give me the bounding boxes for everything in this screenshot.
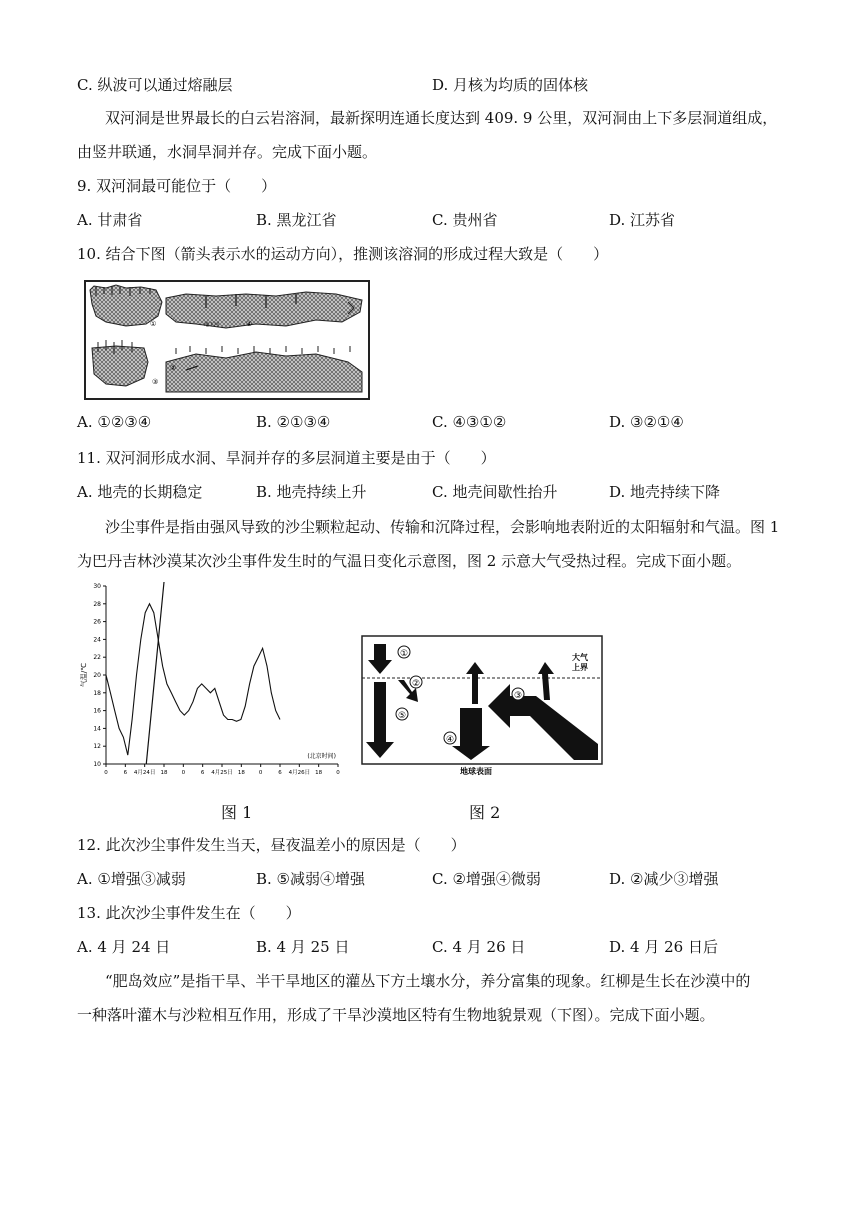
y-tick-label: 28 xyxy=(93,600,101,608)
q9-stem: 9. 双河洞最可能位于（ ） xyxy=(77,177,277,195)
y-axis-label: 气温/℃ xyxy=(80,662,88,688)
x-tick-label: 4月26日 xyxy=(288,770,311,776)
x-tick-label: 18 xyxy=(315,770,323,776)
caption-fig2: 图 2 xyxy=(469,803,501,822)
cave-label-underground-river: 地下河 xyxy=(204,322,220,328)
x-tick-label: 4月25日 xyxy=(211,770,233,776)
x-tick-label: 0 xyxy=(336,770,340,776)
x-tick-label: 18 xyxy=(237,770,245,776)
x-tick-label: 6 xyxy=(200,770,205,776)
q13-option-a: A. 4 月 24 日 xyxy=(77,938,171,956)
q8-option-d: D. 月核为均质的固体核 xyxy=(432,76,589,94)
label-4: ④ xyxy=(446,735,455,745)
x-tick-label: 0 xyxy=(181,770,186,776)
atmosphere-heating-figure xyxy=(360,634,605,784)
marker-line xyxy=(146,582,164,764)
shrub-intro-line2: 一种落叶灌木与沙粒相互作用，形成了干旱沙漠地区特有生物地貌景观（下图）。完成下面小题。 xyxy=(77,1006,715,1024)
y-tick-label: 20 xyxy=(93,672,101,679)
y-tick-label: 26 xyxy=(93,618,101,626)
x-tick-label: 18 xyxy=(160,770,168,776)
q9-option-d: D. 江苏省 xyxy=(609,211,676,229)
caption-fig1: 图 1 xyxy=(221,803,253,822)
q13-option-d: D. 4 月 26 日后 xyxy=(609,938,718,956)
q11-option-d: D. 地壳持续下降 xyxy=(609,483,721,501)
q10-option-d: D. ③②①④ xyxy=(609,413,684,431)
label-2: ② xyxy=(412,679,421,689)
x-tick-label: 0 xyxy=(258,770,263,776)
q13-stem: 13. 此次沙尘事件发生在（ ） xyxy=(77,904,301,922)
q10-option-c: C. ④③①② xyxy=(432,413,507,431)
q11-option-a: A. 地壳的长期稳定 xyxy=(77,483,203,501)
cave-label-4: ④ xyxy=(246,320,253,328)
x-tick-label: 6 xyxy=(278,770,282,776)
cave-label-1: ① xyxy=(150,320,157,328)
q11-option-c: C. 地壳间歇性抬升 xyxy=(432,483,558,501)
temperature-chart-svg xyxy=(78,578,348,783)
y-tick-label: 30 xyxy=(93,583,101,590)
y-tick-label: 12 xyxy=(93,743,101,751)
label-atmosphere-top-2: 上界 xyxy=(572,663,588,672)
q12-option-b: B. ⑤减弱④增强 xyxy=(256,870,366,888)
cave-panel-3 xyxy=(92,340,148,386)
q10-stem: 10. 结合下图（箭头表示水的运动方向），推测该溶洞的形成过程大致是（ ） xyxy=(77,245,609,263)
cave-intro-line1: 双河洞是世界最长的白云岩溶洞，最新探明连通长度达到 409. 9 公里，双河洞由上下多层洞道组成， xyxy=(105,109,778,127)
dust-intro-line1: 沙尘事件是指由强风导致的沙尘颗粒起动、传输和沉降过程，会影响地表附近的太阳辐射和气温。图 1 xyxy=(105,518,780,536)
q13-option-c: C. 4 月 26 日 xyxy=(432,938,526,956)
temperature-chart xyxy=(78,578,348,783)
q11-option-b: B. 地壳持续上升 xyxy=(256,483,367,501)
q12-stem: 12. 此次沙尘事件发生当天，昼夜温差小的原因是（ ） xyxy=(77,836,466,854)
cave-label-3: ③ xyxy=(152,378,159,386)
y-tick-label: 18 xyxy=(93,689,101,697)
q9-option-b: B. 黑龙江省 xyxy=(256,211,337,229)
cave-panel-2 xyxy=(166,346,362,392)
label-5: ⑤ xyxy=(398,711,407,721)
q10-option-a: A. ①②③④ xyxy=(77,413,152,431)
label-ground: 地球表面 xyxy=(460,767,492,776)
label-atmosphere-top-1: 大气 xyxy=(572,653,588,662)
label-3: ③ xyxy=(514,691,523,701)
cave-label-2: ② xyxy=(170,364,177,372)
q11-stem: 11. 双河洞形成水洞、旱洞并存的多层洞道主要是由于（ ） xyxy=(77,449,496,467)
x-axis-label: (北京时间) xyxy=(307,753,336,760)
y-tick-label: 10 xyxy=(93,761,101,768)
q12-option-a: A. ①增强③减弱 xyxy=(77,870,186,888)
shrub-intro-line1: “肥岛效应”是指干旱、半干旱地区的灌丛下方土壤水分，养分富集的现象。红柳是生长在沙漠中的 xyxy=(105,972,751,990)
x-tick-label: 6 xyxy=(123,770,128,776)
q12-option-d: D. ②减少③增强 xyxy=(609,870,719,888)
label-1: ① xyxy=(400,649,409,659)
q9-option-c: C. 贵州省 xyxy=(432,211,498,229)
atmosphere-heating-svg xyxy=(360,634,605,784)
y-tick-label: 22 xyxy=(93,654,101,662)
cave-panel-4 xyxy=(166,292,362,328)
temperature-series-line xyxy=(106,604,280,755)
y-tick-label: 14 xyxy=(93,725,101,733)
x-tick-label: 0 xyxy=(104,770,108,776)
q9-option-a: A. 甘肃省 xyxy=(77,211,143,229)
q8-option-c: C. 纵波可以通过熔融层 xyxy=(77,76,233,94)
y-tick-label: 16 xyxy=(93,707,101,715)
cave-cross-section-svg xyxy=(86,282,368,398)
y-tick-label: 24 xyxy=(93,636,101,644)
q12-option-c: C. ②增强④微弱 xyxy=(432,870,541,888)
cave-intro-line2: 由竖井联通，水洞旱洞并存。完成下面小题。 xyxy=(77,143,378,161)
dust-intro-line2: 为巴丹吉林沙漠某次沙尘事件发生时的气温日变化示意图，图 2 示意大气受热过程。完成下面小题。 xyxy=(77,552,742,570)
x-tick-label: 4月24日 xyxy=(133,770,156,776)
q10-option-b: B. ②①③④ xyxy=(256,413,331,431)
cave-cross-section-figure xyxy=(84,280,370,400)
q13-option-b: B. 4 月 25 日 xyxy=(256,938,350,956)
